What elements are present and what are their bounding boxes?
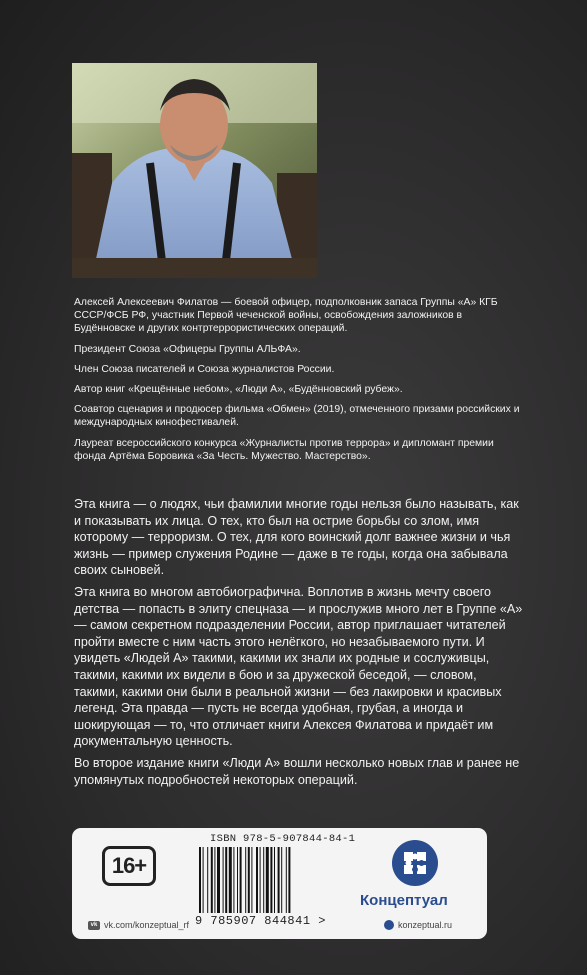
vk-icon: vk [88,921,100,930]
globe-icon [384,920,394,930]
barcode-bar [225,847,227,913]
barcode-bar [207,847,208,913]
barcode-bar [248,847,250,913]
description-paragraph: Эта книга во многом автобиографична. Воплотив в жизнь мечту своего детства — попасть в элиту спецназа — и прослужив много лет в Группе «А» — самом секретном подразделении России, автор приглашает читателей пройти вместе с ним часть этого нелёгкого, но незабываемого пути. И увидеть «Людей А» такими, какими их знали их родные и сослуживцы, такими, какими их видели в бою и за дружеской беседой, — словом, такими, какими они были в реальной жизни — без лакировки и красивых легенд. Эта правда — пусть не всегда удобная, грубая, а иногда и шокирующая — то, что отличает книги Алексея Филатова и придаёт им документальную ценность. [74,584,523,749]
barcode-bar [237,847,238,913]
book-description [74,496,524,793]
puzzle-logo-icon [390,838,440,888]
barcode-bar [245,847,246,913]
isbn-label: ISBN 978-5-907844-84-1 [210,833,356,845]
barcode-bar [217,847,220,913]
author-bio [74,296,524,470]
barcode-bar [214,847,215,913]
age-rating-badge: 16+ [102,846,156,886]
barcode-bar [270,847,272,913]
vk-link[interactable] [88,920,189,930]
barcode-bar [274,847,275,913]
barcode-bar [266,847,269,913]
barcode-bar [233,847,234,913]
barcode-bar [229,847,232,913]
bio-paragraph: Лауреат всероссийского конкурса «Журналисты против террора» и дипломант премии фонда Артёма Боровика «За Честь. Мужество. Мастерство». [74,437,494,462]
barcode-bar [223,847,224,913]
barcode-bar [240,847,242,913]
barcode-bar [281,847,282,913]
barcode-bar [288,847,290,913]
barcode [195,847,325,913]
publisher-panel [72,828,487,939]
barcode-bar [263,847,264,913]
author-photo [72,63,317,278]
vk-link-text: vk.com/konzeptual_rf [104,920,190,930]
description-paragraph: Во второе издание книги «Люди А» вошли несколько новых глав и ранее не упомянутых подробностей некоторых операций. [74,755,520,787]
bio-paragraph: Автор книг «Крещённые небом», «Люди А», «Будённовский рубеж». [74,384,403,396]
barcode-bar [256,847,258,913]
barcode-bar [251,847,252,913]
website-link[interactable] [384,920,452,930]
barcode-bar [203,847,204,913]
bio-paragraph: Президент Союза «Офицеры Группы АЛЬФА». [74,343,301,355]
barcode-bar [211,847,213,913]
barcode-bar [199,847,201,913]
barcode-bar [260,847,261,913]
website-text: konzeptual.ru [398,920,453,930]
bio-paragraph: Член Союза писателей и Союза журналистов России. [74,363,335,375]
bio-paragraph: Соавтор сценария и продюсер фильма «Обмен» (2019), отмеченного призами российских и международных кинофестивалей. [74,404,520,429]
description-paragraph: Эта книга — о людях, чьи фамилии многие годы нельзя было называть, как и показывать их лица. О тех, кто был на острие борьбы со злом, имя которому — терроризм. О тех, для кого воинский долг важнее жизни и чья жизнь — пример служения Родине — даже в те годы, когда она забывала своих сыновей. [74,497,519,578]
barcode-bar [278,847,280,913]
publisher-name: Концептуал [360,892,448,909]
barcode-bar [286,847,287,913]
bio-paragraph: Алексей Алексеевич Филатов — боевой офицер, подполковник запаса Группы «А» КГБ СССР/ФСБ РФ, участник Первой чеченской войны, освобождения заложников в Будённовске и других контртеррористических операций. [74,297,498,335]
barcode-digits: 9 785907 844841 > [195,914,326,928]
